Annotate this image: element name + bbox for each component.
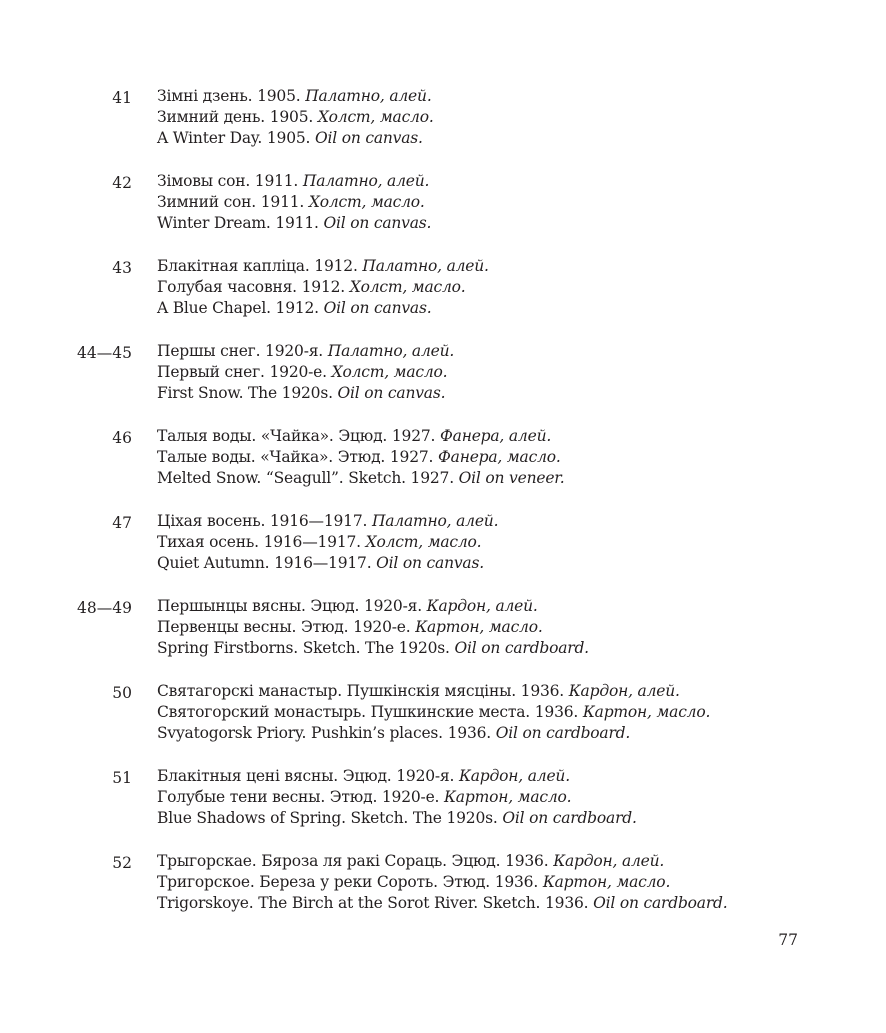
medium: Кардон, алей. [458,767,570,785]
caption-english: Quiet Autumn. 1916—1917. Oil on canvas. [157,554,484,572]
medium: Холст, масло. [365,533,482,551]
medium: Oil on cardboard. [454,639,589,657]
medium: Oil on canvas. [323,299,432,317]
caption-english: Blue Shadows of Spring. Sketch. The 1920s. Oil on cardboard. [157,809,637,827]
entry-number: 46 [112,429,132,447]
medium: Фанера, алей. [439,427,552,445]
medium: Палатно, алей. [371,512,499,530]
medium: Картон, масло. [542,873,671,891]
caption-english: Winter Dream. 1911. Oil on canvas. [157,214,432,232]
caption-english: First Snow. The 1920s. Oil on canvas. [157,384,446,402]
medium: Фанера, масло. [437,448,561,466]
medium: Палатно, алей. [302,172,430,190]
entry-captions [157,766,637,829]
page-number: 77 [778,931,798,949]
catalog-entry [0,341,886,426]
caption-english: Trigorskoye. The Birch at the Sorot River. Sketch. 1936. Oil on cardboard. [157,894,728,912]
medium: Oil on canvas. [376,554,484,572]
entry-number: 41 [112,89,132,107]
catalog-entry [0,681,886,766]
medium: Холст, масло. [317,108,434,126]
entry-number: 42 [112,174,132,192]
catalog-entry [0,256,886,341]
entry-number: 47 [112,514,132,532]
medium: Картон, масло. [582,703,711,721]
medium: Картон, масло. [415,618,543,636]
caption-english: A Blue Chapel. 1912. Oil on canvas. [157,299,432,317]
medium: Холст, масло. [308,193,425,211]
caption-russian: Голубая часовня. 1912. Холст, масло. [157,278,466,296]
catalog-entry [0,766,886,851]
entry-number: 52 [112,854,132,872]
caption-belarusian: Талыя воды. «Чайка». Эцюд. 1927. Фанера, алей. [157,427,552,445]
medium: Oil on cardboard. [502,809,637,827]
caption-russian: Зимний сон. 1911. Холст, масло. [157,193,425,211]
medium: Кардон, алей. [553,852,665,870]
entry-captions [157,341,454,404]
catalog-entry [0,596,886,681]
medium: Oil on cardboard. [593,894,728,912]
entry-number: 50 [112,684,132,702]
catalog-entry [0,511,886,596]
medium: Палатно, алей. [305,87,432,105]
caption-belarusian: Зімовы сон. 1911. Палатно, алей. [157,172,430,190]
entry-number: 51 [112,769,132,787]
entry-captions [157,171,431,234]
medium: Oil on canvas. [337,384,446,402]
entry-number: 43 [112,259,132,277]
entry-captions [157,426,565,489]
catalog-entry [0,171,886,256]
medium: Кардон, алей. [426,597,538,615]
entry-captions [157,851,728,914]
caption-belarusian: Трыгорскае. Бяроза ля ракі Сораць. Эцюд. 1936. Кардон, алей. [157,852,665,870]
entry-captions [157,256,489,319]
caption-belarusian: Першынцы вясны. Эцюд. 1920-я. Кардон, алей. [157,597,538,615]
caption-english: Svyatogorsk Priory. Pushkin’s places. 1936. Oil on cardboard. [157,724,631,742]
caption-belarusian: Блакітная капліца. 1912. Палатно, алей. [157,257,489,275]
caption-russian: Тригорское. Береза у реки Сороть. Этюд. 1936. Картон, масло. [157,873,671,891]
caption-russian: Зимний день. 1905. Холст, масло. [157,108,434,126]
catalog-entry [0,426,886,511]
medium: Палатно, алей. [362,257,489,275]
medium: Палатно, алей. [327,342,455,360]
entry-number: 48—49 [77,599,132,617]
entry-captions [157,596,589,659]
caption-russian: Талые воды. «Чайка». Этюд. 1927. Фанера, масло. [157,448,561,466]
medium: Холст, масло. [349,278,466,296]
caption-russian: Голубые тени весны. Этюд. 1920-е. Картон, масло. [157,788,572,806]
caption-english: A Winter Day. 1905. Oil on canvas. [157,129,423,147]
caption-belarusian: Ціхая восень. 1916—1917. Палатно, алей. [157,512,499,530]
caption-english: Melted Snow. “Seagull”. Sketch. 1927. Oil on veneer. [157,469,565,487]
caption-english: Spring Firstborns. Sketch. The 1920s. Oil on cardboard. [157,639,589,657]
caption-belarusian: Блакітныя ценi вясны. Эцюд. 1920-я. Кардон, алей. [157,767,570,785]
caption-russian: Святогорский монастырь. Пушкинские места. 1936. Картон, масло. [157,703,711,721]
medium: Холст, масло. [331,363,448,381]
entry-captions [157,511,498,574]
caption-belarusian: Першы снег. 1920-я. Палатно, алей. [157,342,455,360]
caption-belarusian: Зімні дзень. 1905. Палатно, алей. [157,87,432,105]
catalog-entry [0,851,886,936]
medium: Картон, масло. [444,788,572,806]
catalog-entry [0,86,886,171]
medium: Oil on cardboard. [495,724,631,742]
caption-russian: Тихая осень. 1916—1917. Холст, масло. [157,533,482,551]
entry-number: 44—45 [77,344,132,362]
medium: Oil on canvas. [314,129,423,147]
medium: Oil on canvas. [323,214,432,232]
medium: Oil on veneer. [458,469,565,487]
entry-captions [157,681,710,744]
catalog-list [0,86,886,936]
caption-russian: Первенцы весны. Этюд. 1920-е. Картон, масло. [157,618,543,636]
caption-russian: Первый снег. 1920-е. Холст, масло. [157,363,448,381]
entry-captions [157,86,434,149]
caption-belarusian: Святагорскі манастыр. Пушкінскія мясціны. 1936. Кардон, алей. [157,682,680,700]
medium: Кардон, алей. [568,682,680,700]
